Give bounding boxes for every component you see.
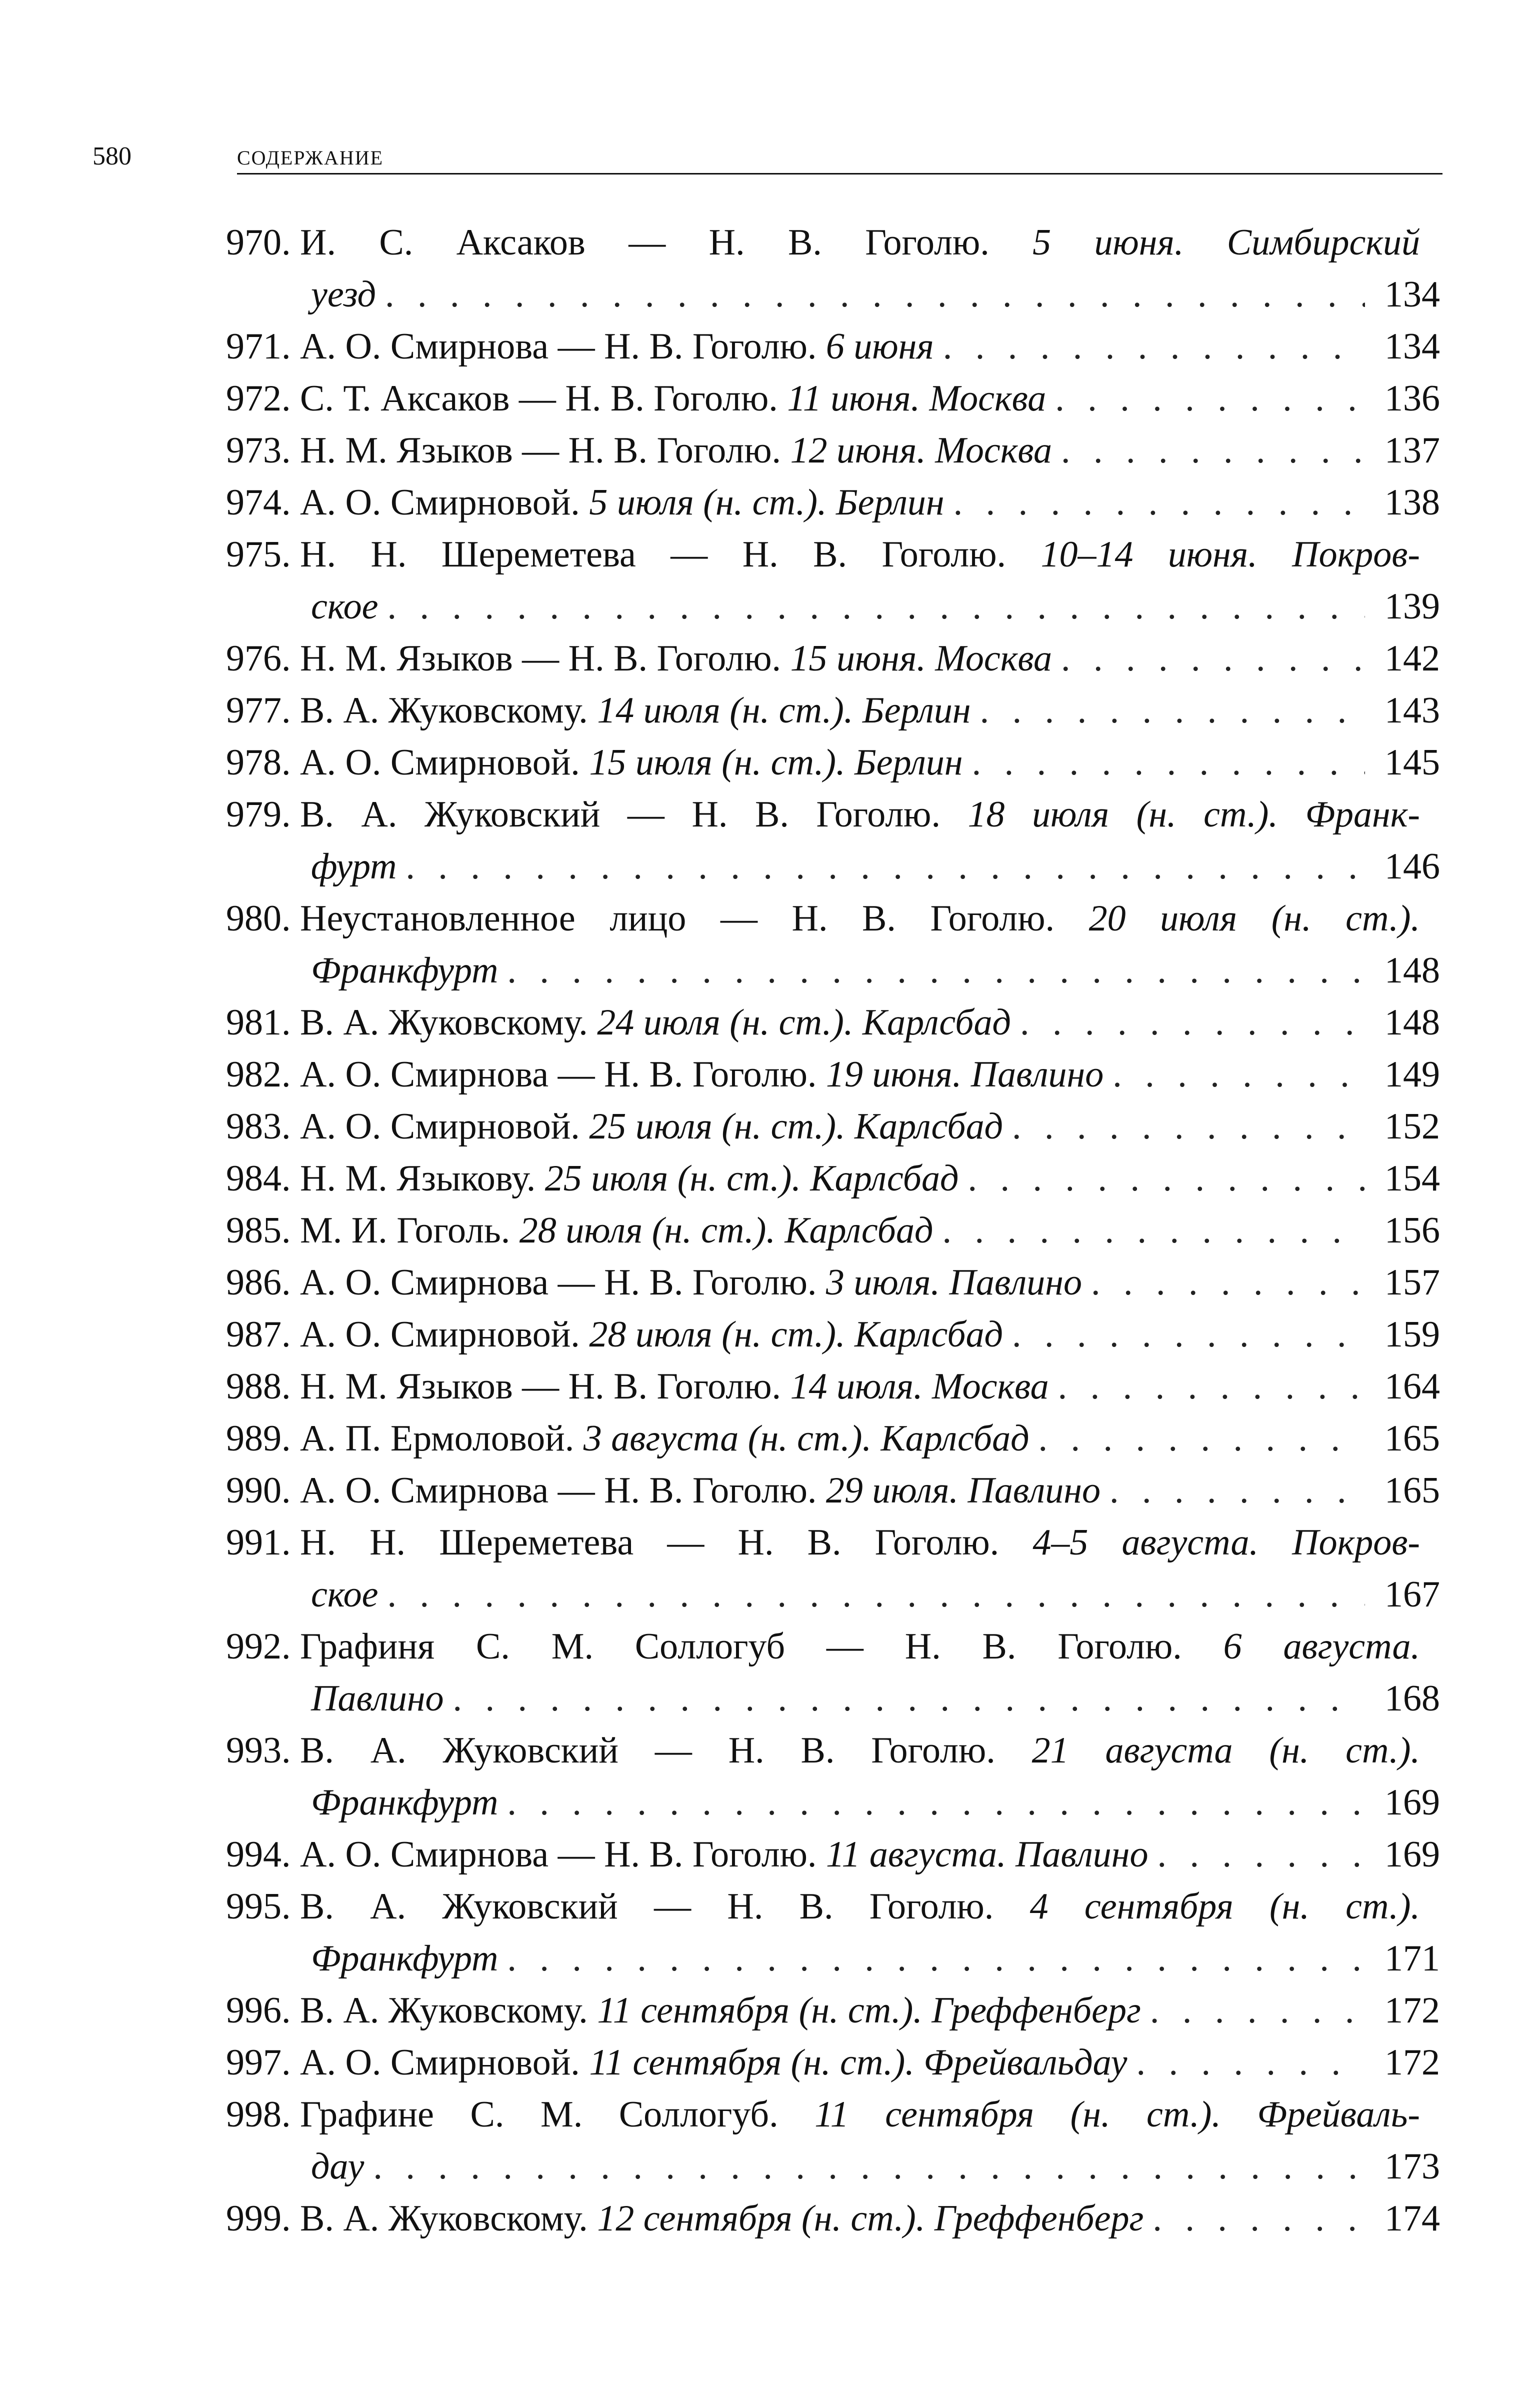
entry-text (300, 476, 944, 528)
page-ref: 159 (1384, 1314, 1440, 1355)
dot-leader (1100, 1464, 1365, 1516)
dot-leader (933, 1204, 1365, 1256)
toc-line (226, 1412, 1440, 1464)
page-ref: 138 (1384, 482, 1440, 523)
entry-correspondents: А. О. Смирновой. (300, 2042, 590, 2083)
entry-number: 973. (226, 430, 300, 471)
entry-number: 988. (226, 1366, 300, 1407)
toc-entry (226, 1412, 1440, 1464)
entry-text (300, 1412, 1030, 1464)
dot-leader (364, 2140, 1365, 2192)
toc-line (226, 1308, 1440, 1360)
entry-text (300, 216, 1440, 268)
toc-line (226, 1256, 1440, 1308)
entry-number: 999. (226, 2198, 300, 2239)
toc-line (226, 1776, 1440, 1828)
toc-entry (226, 1256, 1440, 1308)
entry-correspondents: В. А. Жуковский — Н. В. Гоголю. (300, 794, 968, 835)
dot-leader (958, 1152, 1365, 1204)
entry-date-place: Франкфурт (311, 1782, 498, 1823)
page-ref: 165 (1384, 1470, 1440, 1511)
toc-line (226, 788, 1440, 840)
toc-entry (226, 1828, 1440, 1880)
entry-correspondents: В. А. Жуковскому. (300, 1002, 598, 1043)
toc-line (226, 1932, 1440, 1984)
dot-leader (444, 1672, 1365, 1724)
toc-line (226, 2140, 1440, 2192)
entry-correspondents: Графиня С. М. Соллогуб — Н. В. Гоголю. (300, 1626, 1224, 1667)
dot-leader (1030, 1412, 1365, 1464)
toc-line (226, 1516, 1440, 1568)
header-rule (237, 173, 1442, 174)
entry-text (300, 528, 1440, 580)
page-ref: 172 (1384, 1990, 1440, 2031)
entry-correspondents: А. П. Ермоловой. (300, 1418, 584, 1459)
toc-line (226, 1724, 1440, 1776)
entry-number: 980. (226, 898, 300, 939)
entry-text (311, 580, 378, 632)
entry-correspondents: Графине С. М. Соллогуб. (300, 2094, 815, 2135)
entry-correspondents: А. О. Смирнова — Н. В. Гоголю. (300, 326, 826, 367)
entry-text (311, 268, 376, 320)
entry-date-place: фурт (311, 846, 397, 887)
dot-leader (1003, 1308, 1365, 1360)
dot-leader (1046, 372, 1365, 424)
dot-leader (1144, 2192, 1365, 2244)
toc-line (226, 1880, 1440, 1932)
toc-entry (226, 1360, 1440, 1412)
dot-leader (396, 840, 1365, 892)
entry-text (300, 1724, 1440, 1776)
entry-date-place: 25 июля (н. ст.). Карлсбад (544, 1158, 959, 1199)
toc-entry (226, 320, 1440, 372)
entry-date-place: 21 августа (н. ст.). (1032, 1730, 1420, 1771)
entry-text (311, 1672, 444, 1724)
entry-date-place: 11 июня. Москва (787, 378, 1046, 419)
toc-line (226, 1464, 1440, 1516)
entry-number: 982. (226, 1054, 300, 1095)
toc-line (226, 476, 1440, 528)
toc-entry (226, 1308, 1440, 1360)
entry-text (300, 1100, 1003, 1152)
page-ref: 134 (1384, 326, 1440, 367)
toc-entry (226, 1464, 1440, 1516)
toc-entry (226, 476, 1440, 528)
toc-line (226, 840, 1440, 892)
table-of-contents (226, 216, 1440, 2244)
entry-date-place: 14 июля (н. ст.). Берлин (597, 690, 971, 731)
page-ref: 139 (1384, 586, 1440, 627)
dot-leader (498, 1932, 1365, 1984)
toc-entry (226, 216, 1440, 320)
entry-correspondents: А. О. Смирнова — Н. В. Гоголю. (300, 1834, 826, 1875)
toc-entry (226, 1152, 1440, 1204)
dot-leader (934, 320, 1365, 372)
toc-line (226, 944, 1440, 996)
entry-number: 970. (226, 222, 300, 263)
toc-line (226, 268, 1440, 320)
toc-entry (226, 632, 1440, 684)
entry-correspondents: Н. М. Языков — Н. В. Гоголю. (300, 638, 790, 679)
toc-entry (226, 788, 1440, 892)
toc-entry (226, 424, 1440, 476)
entry-number: 997. (226, 2042, 300, 2083)
entry-number: 974. (226, 482, 300, 523)
toc-entry (226, 996, 1440, 1048)
entry-correspondents: Н. М. Языкову. (300, 1158, 545, 1199)
page-ref: 142 (1384, 638, 1440, 679)
entry-text (300, 788, 1440, 840)
page-ref: 145 (1384, 742, 1440, 783)
entry-text (300, 996, 1011, 1048)
entry-correspondents: Н. Н. Шереметева — Н. В. Гоголю. (300, 534, 1041, 575)
toc-line (226, 1568, 1440, 1620)
entry-text (300, 1620, 1440, 1672)
entry-correspondents: В. А. Жуковскому. (300, 2198, 598, 2239)
entry-text (300, 372, 1046, 424)
entry-number: 972. (226, 378, 300, 419)
page-ref: 146 (1384, 846, 1440, 887)
entry-text (300, 736, 963, 788)
entry-text (300, 632, 1052, 684)
entry-number: 975. (226, 534, 300, 575)
entry-correspondents: А. О. Смирнова — Н. В. Гоголю. (300, 1054, 826, 1095)
entry-text (300, 320, 934, 372)
entry-text (311, 1932, 498, 1984)
entry-text (311, 2140, 364, 2192)
entry-date-place: 5 июля (н. ст.). Берлин (589, 482, 944, 523)
entry-date-place: 28 июля (н. ст.). Карлсбад (519, 1210, 934, 1251)
entry-date-place: 5 июня. Симбирский (1032, 222, 1420, 263)
entry-number: 984. (226, 1158, 300, 1199)
page-ref: 143 (1384, 690, 1440, 731)
page-ref: 149 (1384, 1054, 1440, 1095)
entry-text (300, 1048, 1104, 1100)
toc-entry (226, 1880, 1440, 1984)
toc-line (226, 1204, 1440, 1256)
toc-entry (226, 528, 1440, 632)
entry-text (300, 892, 1440, 944)
toc-entry (226, 892, 1440, 996)
toc-line (226, 2036, 1440, 2088)
entry-date-place: дау (311, 2146, 364, 2187)
entry-date-place: 29 июля. Павлино (826, 1470, 1100, 1511)
entry-text (300, 684, 971, 736)
entry-date-place: 12 сентября (н. ст.). Греффенберг (597, 2198, 1144, 2239)
entry-date-place: 20 июля (н. ст.). (1088, 898, 1420, 939)
toc-line (226, 684, 1440, 736)
entry-text (300, 1152, 958, 1204)
entry-text (300, 1880, 1440, 1932)
dot-leader (963, 736, 1365, 788)
entry-correspondents: А. О. Смирнова — Н. В. Гоголю. (300, 1470, 826, 1511)
entry-date-place: 11 сентября (н. ст.). Фрейвальдау (589, 2042, 1128, 2083)
entry-text (300, 1360, 1049, 1412)
page-ref: 152 (1384, 1106, 1440, 1147)
page-ref: 164 (1384, 1366, 1440, 1407)
entry-number: 989. (226, 1418, 300, 1459)
entry-text (300, 424, 1052, 476)
entry-number: 986. (226, 1262, 300, 1303)
entry-date-place: 19 июня. Павлино (826, 1054, 1104, 1095)
dot-leader (1104, 1048, 1365, 1100)
entry-number: 981. (226, 1002, 300, 1043)
toc-line (226, 1100, 1440, 1152)
entry-text (300, 1464, 1100, 1516)
toc-line (226, 996, 1440, 1048)
toc-entry (226, 684, 1440, 736)
entry-date-place: 6 июня (826, 326, 934, 367)
entry-date-place: 11 сентября (н. ст.). Греффенберг (597, 1990, 1141, 2031)
toc-entry (226, 1516, 1440, 1620)
entry-date-place: 11 сентября (н. ст.). Фрейваль- (814, 2094, 1420, 2135)
entry-date-place: 12 июня. Москва (790, 430, 1052, 471)
entry-correspondents: В. А. Жуковскому. (300, 690, 598, 731)
entry-date-place: 18 июля (н. ст.). Франк- (968, 794, 1420, 835)
running-head-title: СОДЕРЖАНИЕ (237, 146, 384, 169)
dot-leader (1052, 424, 1365, 476)
toc-entry (226, 2192, 1440, 2244)
page-ref: 136 (1384, 378, 1440, 419)
entry-text (300, 1984, 1141, 2036)
page-ref: 157 (1384, 1262, 1440, 1303)
page-ref: 165 (1384, 1418, 1440, 1459)
toc-line (226, 372, 1440, 424)
dot-leader (1049, 1360, 1365, 1412)
entry-text (311, 840, 396, 892)
toc-line (226, 2192, 1440, 2244)
toc-entry (226, 1724, 1440, 1828)
dot-leader (498, 944, 1365, 996)
entry-number: 985. (226, 1210, 300, 1251)
entry-number: 979. (226, 794, 300, 835)
entry-date-place: 4–5 августа. Покров- (1032, 1522, 1420, 1563)
entry-correspondents: А. О. Смирнова — Н. В. Гоголю. (300, 1262, 826, 1303)
entry-date-place: уезд (311, 274, 376, 315)
toc-line (226, 1620, 1440, 1672)
running-header (92, 141, 1442, 181)
entry-text (300, 2036, 1128, 2088)
entry-correspondents: Неустановленное лицо — Н. В. Гоголю. (300, 898, 1089, 939)
entry-text (311, 1568, 378, 1620)
entry-date-place: 28 июля (н. ст.). Карлсбад (589, 1314, 1004, 1355)
dot-leader (1011, 996, 1365, 1048)
entry-number: 987. (226, 1314, 300, 1355)
entry-number: 983. (226, 1106, 300, 1147)
toc-line (226, 580, 1440, 632)
page-ref: 148 (1384, 1002, 1440, 1043)
entry-correspondents: В. А. Жуковский — Н. В. Гоголю. (300, 1730, 1032, 1771)
dot-leader (498, 1776, 1365, 1828)
toc-entry (226, 1100, 1440, 1152)
page-ref: 148 (1384, 950, 1440, 991)
entry-correspondents: С. Т. Аксаков — Н. В. Гоголю. (300, 378, 788, 419)
entry-correspondents: Н. Н. Шереметева — Н. В. Гоголю. (300, 1522, 1033, 1563)
entry-number: 998. (226, 2094, 300, 2135)
page-ref: 169 (1384, 1834, 1440, 1875)
entry-date-place: 11 августа. Павлино (826, 1834, 1148, 1875)
dot-leader (971, 684, 1365, 736)
entry-number: 990. (226, 1470, 300, 1511)
page-ref: 173 (1384, 2146, 1440, 2187)
entry-text (300, 1308, 1003, 1360)
entry-date-place: 24 июля (н. ст.). Карлсбад (597, 1002, 1011, 1043)
dot-leader (1148, 1828, 1365, 1880)
page-ref: 167 (1384, 1574, 1440, 1615)
dot-leader (1052, 632, 1365, 684)
page-ref: 134 (1384, 274, 1440, 315)
dot-leader (1141, 1984, 1365, 2036)
entry-date-place: ское (311, 1574, 378, 1615)
toc-entry (226, 2088, 1440, 2192)
entry-date-place: 3 августа (н. ст.). Карлсбад (583, 1418, 1030, 1459)
toc-entry (226, 736, 1440, 788)
entry-correspondents: А. О. Смирновой. (300, 1314, 590, 1355)
entry-text (300, 2192, 1144, 2244)
entry-date-place: 6 августа. (1223, 1626, 1420, 1667)
toc-entry (226, 372, 1440, 424)
entry-number: 971. (226, 326, 300, 367)
toc-line (226, 1048, 1440, 1100)
entry-number: 977. (226, 690, 300, 731)
entry-text (300, 1516, 1440, 1568)
entry-correspondents: И. С. Аксаков — Н. В. Гоголю. (300, 222, 1033, 263)
entry-date-place: Франкфурт (311, 950, 498, 991)
toc-entry (226, 1048, 1440, 1100)
entry-date-place: 14 июля. Москва (790, 1366, 1049, 1407)
page-ref: 137 (1384, 430, 1440, 471)
entry-text (300, 1204, 933, 1256)
entry-date-place: 3 июля. Павлино (826, 1262, 1082, 1303)
page-number: 580 (92, 142, 132, 170)
page-ref: 168 (1384, 1678, 1440, 1719)
toc-line (226, 424, 1440, 476)
entry-number: 995. (226, 1886, 300, 1927)
page-ref: 156 (1384, 1210, 1440, 1251)
dot-leader (376, 268, 1365, 320)
entry-date-place: 25 июля (н. ст.). Карлсбад (589, 1106, 1004, 1147)
toc-line (226, 1672, 1440, 1724)
page-ref: 169 (1384, 1782, 1440, 1823)
entry-date-place: 10–14 июня. Покров- (1040, 534, 1420, 575)
toc-line (226, 892, 1440, 944)
entry-date-place: 15 июня. Москва (790, 638, 1052, 679)
page-ref: 154 (1384, 1158, 1440, 1199)
entry-text (300, 2088, 1440, 2140)
toc-line (226, 216, 1440, 268)
entry-date-place: 4 сентября (н. ст.). (1030, 1886, 1420, 1927)
entry-correspondents: В. А. Жуковскому. (300, 1990, 598, 2031)
entry-number: 978. (226, 742, 300, 783)
entry-date-place: 15 июля (н. ст.). Берлин (589, 742, 963, 783)
entry-correspondents: Н. М. Языков — Н. В. Гоголю. (300, 1366, 790, 1407)
entry-text (311, 944, 498, 996)
dot-leader (378, 580, 1366, 632)
page-ref: 172 (1384, 2042, 1440, 2083)
page-ref: 174 (1384, 2198, 1440, 2239)
entry-number: 993. (226, 1730, 300, 1771)
dot-leader (378, 1568, 1366, 1620)
entry-correspondents: М. И. Гоголь. (300, 1210, 520, 1251)
entry-date-place: ское (311, 586, 378, 627)
toc-line (226, 320, 1440, 372)
entry-number: 992. (226, 1626, 300, 1667)
entry-text (300, 1828, 1148, 1880)
toc-line (226, 632, 1440, 684)
toc-line (226, 528, 1440, 580)
entry-date-place: Франкфурт (311, 1938, 498, 1979)
entry-correspondents: А. О. Смирновой. (300, 742, 590, 783)
toc-entry (226, 1620, 1440, 1724)
toc-line (226, 736, 1440, 788)
dot-leader (944, 476, 1365, 528)
toc-line (226, 2088, 1440, 2140)
entry-correspondents: А. О. Смирновой. (300, 482, 590, 523)
entry-number: 996. (226, 1990, 300, 2031)
entry-text (311, 1776, 498, 1828)
toc-line (226, 1984, 1440, 2036)
dot-leader (1003, 1100, 1365, 1152)
toc-entry (226, 2036, 1440, 2088)
toc-line (226, 1152, 1440, 1204)
dot-leader (1082, 1256, 1365, 1308)
entry-number: 994. (226, 1834, 300, 1875)
page-ref: 171 (1384, 1938, 1440, 1979)
entry-number: 991. (226, 1522, 300, 1563)
entry-correspondents: В. А. Жуковский — Н. В. Гоголю. (300, 1886, 1030, 1927)
toc-line (226, 1828, 1440, 1880)
dot-leader (1128, 2036, 1365, 2088)
entry-date-place: Павлино (311, 1678, 444, 1719)
toc-line (226, 1360, 1440, 1412)
entry-text (300, 1256, 1082, 1308)
entry-number: 976. (226, 638, 300, 679)
toc-entry (226, 1204, 1440, 1256)
toc-entry (226, 1984, 1440, 2036)
entry-correspondents: Н. М. Языков — Н. В. Гоголю. (300, 430, 790, 471)
entry-correspondents: А. О. Смирновой. (300, 1106, 590, 1147)
